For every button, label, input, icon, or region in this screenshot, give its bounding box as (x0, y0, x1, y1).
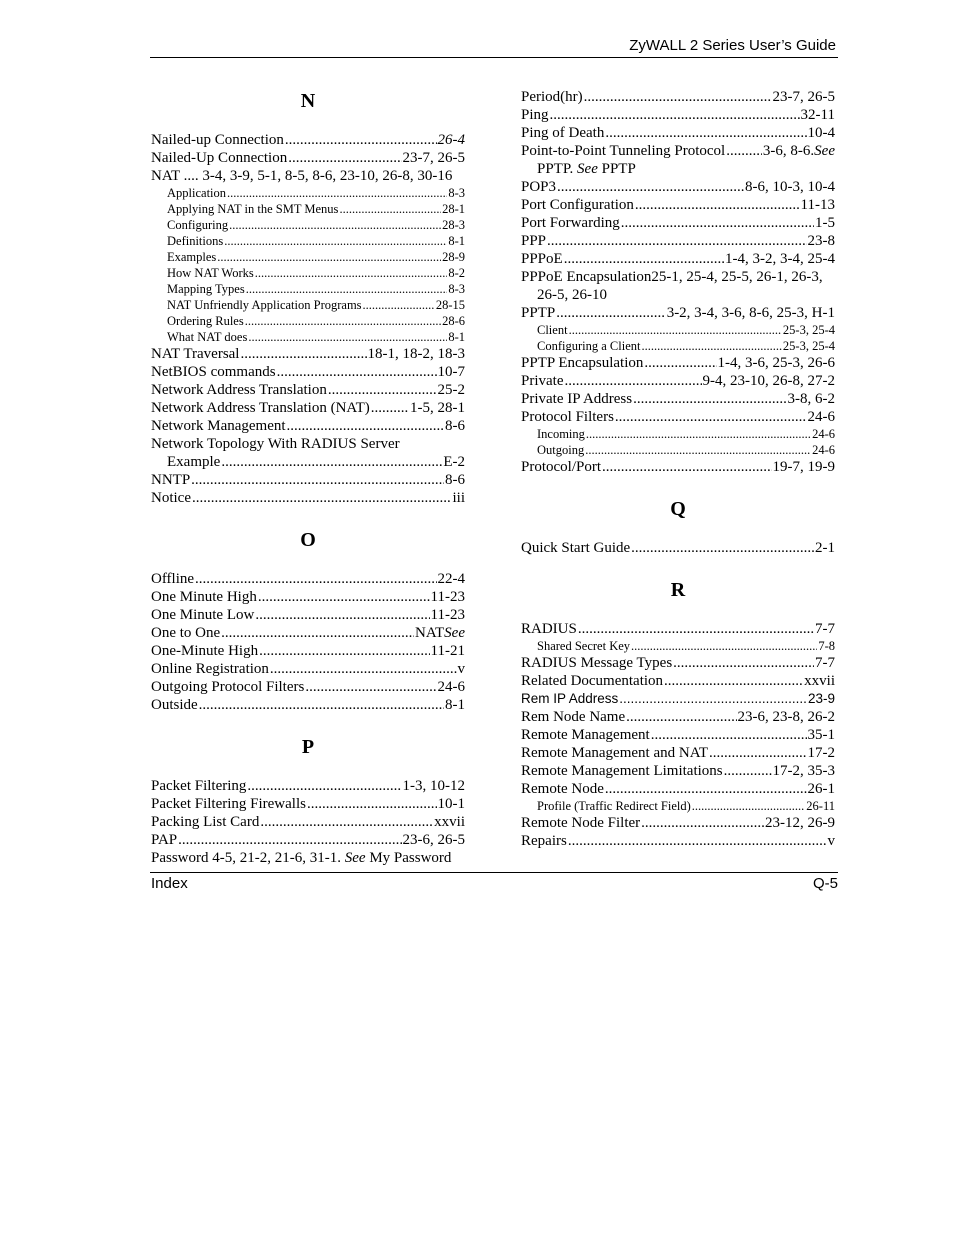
entry-pages: 8-1 (445, 697, 465, 713)
entry-pages: 28-15 (435, 298, 465, 312)
entry-pages: 3-6, 8-6. (762, 143, 815, 159)
entry-term: One-Minute High (151, 643, 259, 659)
entry-pages: 23-7, 26-5 (402, 150, 465, 166)
entry-term: Remote Node (521, 781, 604, 797)
entry-pages: 10-7 (437, 364, 465, 380)
dot-leader (287, 417, 444, 435)
dot-leader (724, 762, 772, 780)
entry-pages: 25-3, 25-4 (782, 339, 835, 353)
entry-pages: 25-3, 25-4 (782, 323, 835, 337)
entry-term: Incoming (537, 427, 585, 441)
entry-pages: 24-6 (807, 409, 835, 425)
entry-pages: 8-3 (448, 282, 465, 296)
dot-leader (664, 672, 803, 690)
index-entry (521, 762, 835, 780)
index-subentry (151, 233, 465, 249)
dot-leader (224, 233, 447, 249)
entry-term: Examples (167, 250, 217, 264)
index-subentry (521, 338, 835, 354)
dot-leader (556, 304, 665, 322)
index-entry (151, 435, 465, 453)
index-entry (151, 849, 465, 867)
entry-term: Nailed-Up Connection (151, 150, 288, 166)
index-subentry (521, 638, 835, 654)
entry-term: Shared Secret Key (537, 639, 631, 653)
entry-term: How NAT Works (167, 266, 254, 280)
entry-pages: 23-6, 26-5 (402, 832, 465, 848)
entry-pages: 11-13 (800, 197, 835, 213)
entry-pages: 25-2 (437, 382, 465, 398)
entry-term: POP3 (521, 179, 557, 195)
index-entry (521, 780, 835, 798)
entry-term: Protocol Filters (521, 409, 614, 425)
index-subentry (151, 185, 465, 201)
entry-term: NAT .... 3-4, 3-9, 5-1, 8-5, 8-6, 23-10, 26-8, 30-16 (151, 168, 453, 184)
entry-term: One Minute Low (151, 607, 255, 623)
index-entry (151, 624, 465, 642)
entry-term: Private IP Address (521, 391, 633, 407)
dot-leader (192, 489, 452, 507)
entry-term: RADIUS (521, 621, 577, 637)
dot-leader (255, 265, 448, 281)
dot-leader (641, 814, 764, 832)
entry-pages: 8-2 (448, 266, 465, 280)
index-entry (521, 408, 835, 426)
entry-term: Client (537, 323, 568, 337)
entry-pages: 26-11 (806, 799, 835, 813)
dot-leader (644, 354, 716, 372)
entry-term: PPTP Encapsulation (521, 355, 644, 371)
entry-pages: 3-8, 6-2 (787, 391, 835, 407)
entry-pages: 8-6, 10-3, 10-4 (745, 179, 835, 195)
entry-pages: 3-2, 3-4, 3-6, 8-6, 25-3, H-1 (666, 305, 835, 321)
dot-leader (621, 214, 814, 232)
entry-term: Remote Management (521, 727, 650, 743)
entry-pages: 11-23 (430, 607, 465, 623)
index-entry (521, 214, 835, 232)
index-subentry (521, 798, 835, 814)
dot-leader (578, 620, 814, 638)
index-entry (151, 588, 465, 606)
dot-leader (191, 471, 444, 489)
index-entry (151, 813, 465, 831)
entry-term: RADIUS Message Types (521, 655, 673, 671)
entry-term: PPPoE Encapsulation25-1, 25-4, 25-5, 26-1, 26-3, (521, 269, 823, 285)
dot-leader (584, 88, 772, 106)
index-entry (151, 149, 465, 167)
entry-pages: 35-1 (807, 727, 835, 743)
section-letter: P (301, 736, 315, 758)
entry-pages: 23-7, 26-5 (772, 89, 835, 105)
dot-leader (248, 329, 447, 345)
index-entry (151, 570, 465, 588)
entry-term: Offline (151, 571, 195, 587)
dot-leader (363, 297, 435, 313)
section-letter: R (670, 579, 686, 601)
index-entry (151, 381, 465, 399)
index-entry (151, 471, 465, 489)
index-subentry (151, 217, 465, 233)
dot-leader (247, 777, 401, 795)
entry-term: Configuring a Client (537, 339, 641, 353)
entry-term: Rem Node Name (521, 709, 626, 725)
entry-pages: 7-7 (815, 655, 835, 671)
dot-leader (673, 654, 814, 672)
index-entry (151, 831, 465, 849)
dot-leader (565, 372, 702, 390)
entry-term: Mapping Types (167, 282, 245, 296)
entry-pages: NAT (415, 625, 445, 641)
dot-leader (602, 458, 771, 476)
entry-term: Port Configuration (521, 197, 634, 213)
dot-leader (246, 281, 448, 297)
dot-leader (626, 708, 736, 726)
index-entry (151, 777, 465, 795)
entry-term: PPTP (521, 305, 556, 321)
dot-leader (221, 453, 442, 471)
entry-pages: xxvii (804, 673, 835, 689)
index-entry (151, 453, 465, 471)
index-entry (521, 232, 835, 250)
index-subentry (151, 297, 465, 313)
dot-leader (547, 232, 806, 250)
entry-term: Network Address Translation (151, 382, 327, 398)
entry-term: Point-to-Point Tunneling Protocol (521, 143, 726, 159)
entry-pages: iii (452, 490, 465, 506)
entry-term: Network Management (151, 418, 286, 434)
entry-term: Port Forwarding (521, 215, 620, 231)
index-column-left (151, 88, 465, 887)
dot-leader (240, 345, 366, 363)
entry-pages: 1-5, 28-1 (410, 400, 465, 416)
index-entry (521, 620, 835, 638)
dot-leader (615, 408, 807, 426)
dot-leader (585, 442, 811, 458)
entry-pages: 7-8 (818, 639, 835, 653)
entry-term: NNTP (151, 472, 191, 488)
see-target: My Password (369, 850, 452, 866)
entry-term: Repairs (521, 833, 567, 849)
dot-leader (564, 250, 724, 268)
index-subentry (151, 281, 465, 297)
entry-term: NAT Unfriendly Application Programs (167, 298, 362, 312)
index-column-right (521, 88, 835, 870)
dot-leader (259, 642, 429, 660)
dot-leader (217, 249, 441, 265)
entry-term: Application (167, 186, 227, 200)
dot-leader (605, 780, 807, 798)
entry-pages: 9-4, 23-10, 26-8, 27-2 (702, 373, 835, 389)
dot-leader (641, 338, 781, 354)
index-subentry (521, 442, 835, 458)
entry-pages: E-2 (443, 454, 465, 470)
entry-pages: 10-1 (437, 796, 465, 812)
entry-pages: 28-3 (442, 218, 465, 232)
entry-term: Packet Filtering (151, 778, 247, 794)
entry-term: Packet Filtering Firewalls (151, 796, 306, 812)
entry-term: Private (521, 373, 564, 389)
footer-rule (150, 872, 838, 873)
entry-term: Quick Start Guide (521, 540, 631, 556)
index-subentry (151, 249, 465, 265)
dot-leader (305, 678, 436, 696)
index-entry (151, 417, 465, 435)
dot-leader (631, 539, 814, 557)
dot-leader (195, 570, 436, 588)
index-entry (521, 814, 835, 832)
dot-leader (277, 363, 437, 381)
index-entry (151, 642, 465, 660)
dot-leader (635, 196, 800, 214)
entry-term: Definitions (167, 234, 224, 248)
dot-leader (258, 588, 430, 606)
index-subentry (151, 329, 465, 345)
entry-pages: 1-4, 3-6, 25-3, 26-6 (717, 355, 835, 371)
entry-term: Period(hr) (521, 89, 583, 105)
see-target: PPTP (601, 161, 636, 177)
entry-term: Outside (151, 697, 198, 713)
entry-term: 26-5, 26-10 (537, 287, 607, 303)
index-entry (151, 131, 465, 149)
index-entry (521, 268, 835, 286)
entry-term: PPP (521, 233, 547, 249)
entry-term: Packing List Card (151, 814, 260, 830)
entry-pages: 1-5 (815, 215, 835, 231)
index-entry (521, 354, 835, 372)
index-entry (521, 372, 835, 390)
entry-pages: 18-1, 18-2, 18-3 (367, 346, 465, 362)
dot-leader (270, 660, 457, 678)
dot-leader (339, 201, 441, 217)
index-entry (521, 726, 835, 744)
entry-pages: v (827, 833, 835, 849)
entry-term: Network Address Translation (NAT) (151, 400, 370, 416)
index-entry (151, 795, 465, 813)
entry-term: Remote Management and NAT (521, 745, 709, 761)
entry-pages: 2-1 (815, 540, 835, 556)
header-rule (150, 57, 838, 58)
footer-page-number: Q-5 (812, 875, 838, 892)
entry-term: Rem IP Address (521, 691, 619, 706)
index-entry (521, 160, 835, 178)
dot-leader (245, 313, 441, 329)
see-reference: See (444, 625, 465, 641)
index-entry (521, 286, 835, 304)
entry-pages: 28-6 (442, 314, 465, 328)
dot-leader (569, 322, 782, 338)
dot-leader (371, 399, 409, 417)
index-entry (521, 304, 835, 322)
entry-term: Ordering Rules (167, 314, 244, 328)
entry-term: Related Documentation (521, 673, 664, 689)
entry-term: Applying NAT in the SMT Menus (167, 202, 339, 216)
dot-leader (285, 131, 437, 149)
entry-term: Ping (521, 107, 549, 123)
dot-leader (178, 831, 401, 849)
dot-leader (586, 426, 811, 442)
index-entry (521, 672, 835, 690)
index-entry (521, 178, 835, 196)
dot-leader (568, 832, 827, 850)
entry-term: PPTP. (537, 161, 574, 177)
index-entry (521, 106, 835, 124)
entry-term: Online Registration (151, 661, 269, 677)
dot-leader (255, 606, 429, 624)
entry-pages: 24-6 (812, 443, 835, 457)
entry-pages: 17-2 (807, 745, 835, 761)
entry-term: PPPoE (521, 251, 563, 267)
entry-pages: 23-12, 26-9 (765, 815, 835, 831)
index-subentry (151, 265, 465, 281)
dot-leader (692, 798, 806, 814)
index-entry (151, 606, 465, 624)
index-entry (521, 744, 835, 762)
entry-pages: 8-6 (445, 418, 465, 434)
dot-leader (229, 217, 441, 233)
dot-leader (550, 106, 800, 124)
entry-pages: 8-1 (448, 234, 465, 248)
entry-pages: 32-11 (800, 107, 835, 123)
entry-pages: 17-2, 35-3 (772, 763, 835, 779)
entry-pages: 28-1 (442, 202, 465, 216)
index-entry (521, 832, 835, 850)
entry-pages: 10-4 (807, 125, 835, 141)
index-entry (151, 345, 465, 363)
index-entry (151, 167, 465, 185)
entry-pages: 22-4 (437, 571, 465, 587)
section-letter: N (300, 90, 316, 112)
see-reference: See (814, 143, 835, 159)
dot-leader (709, 744, 806, 762)
dot-leader (307, 795, 437, 813)
entry-pages: 23-6, 23-8, 26-2 (737, 709, 835, 725)
entry-term: Network Topology With RADIUS Server (151, 436, 400, 452)
entry-term: Remote Node Filter (521, 815, 641, 831)
entry-term: Password 4-5, 21-2, 21-6, 31-1. (151, 850, 341, 866)
index-entry (521, 124, 835, 142)
index-entry (521, 390, 835, 408)
entry-term: PAP (151, 832, 178, 848)
index-entry (151, 660, 465, 678)
index-section (521, 496, 835, 557)
index-subentry (521, 426, 835, 442)
see-reference: See (344, 850, 366, 866)
entry-pages: 24-6 (437, 679, 465, 695)
section-letter: Q (670, 498, 686, 520)
dot-leader (288, 149, 401, 167)
index-entry (151, 363, 465, 381)
dot-leader (260, 813, 433, 831)
entry-term: Notice (151, 490, 191, 506)
entry-term: Nailed-up Connection (151, 132, 284, 148)
entry-pages: 28-9 (442, 250, 465, 264)
index-section (521, 577, 835, 850)
entry-term: Outgoing Protocol Filters (151, 679, 305, 695)
dot-leader (557, 178, 744, 196)
index-entry (521, 690, 835, 708)
index-section (521, 88, 835, 476)
entry-term: NetBIOS commands (151, 364, 276, 380)
entry-term: One to One (151, 625, 221, 641)
dot-leader (221, 624, 414, 642)
entry-pages: 24-6 (812, 427, 835, 441)
index-section (151, 734, 465, 867)
dot-leader (631, 638, 817, 654)
index-entry (521, 458, 835, 476)
entry-pages: 1-3, 10-12 (402, 778, 465, 794)
dot-leader (619, 690, 807, 707)
entry-pages: 11-21 (430, 643, 465, 659)
dot-leader (227, 185, 447, 201)
index-entry (521, 88, 835, 106)
entry-term: Remote Management Limitations (521, 763, 723, 779)
entry-pages: 7-7 (815, 621, 835, 637)
index-entry (521, 708, 835, 726)
entry-term: NAT Traversal (151, 346, 240, 362)
entry-term: Ping of Death (521, 125, 605, 141)
entry-pages: 11-23 (430, 589, 465, 605)
index-entry (151, 399, 465, 417)
footer-section-label: Index (151, 875, 188, 892)
entry-term: Example (167, 454, 221, 470)
see-reference: See (577, 161, 598, 177)
index-entry (521, 539, 835, 557)
entry-term: Profile (Traffic Redirect Field) (537, 799, 691, 813)
entry-term: Configuring (167, 218, 229, 232)
index-entry (151, 696, 465, 714)
entry-term: Outgoing (537, 443, 585, 457)
index-entry (521, 196, 835, 214)
entry-pages: 8-6 (445, 472, 465, 488)
entry-pages: 19-7, 19-9 (772, 459, 835, 475)
index-subentry (521, 322, 835, 338)
dot-leader (651, 726, 807, 744)
section-letter: O (300, 529, 316, 551)
index-entry (151, 489, 465, 507)
index-section (151, 88, 465, 507)
entry-pages: xxvii (434, 814, 465, 830)
entry-pages: 26-4 (437, 132, 465, 148)
index-entry (151, 678, 465, 696)
entry-pages: 1-4, 3-2, 3-4, 25-4 (725, 251, 835, 267)
dot-leader (633, 390, 786, 408)
entry-pages: 23-9 (807, 691, 835, 706)
index-entry (521, 142, 835, 160)
index-entry (521, 654, 835, 672)
dot-leader (328, 381, 437, 399)
entry-pages: 8-1 (448, 330, 465, 344)
entry-term: What NAT does (167, 330, 248, 344)
dot-leader (726, 142, 762, 160)
entry-term: One Minute High (151, 589, 257, 605)
index-section (151, 527, 465, 714)
dot-leader (605, 124, 806, 142)
index-subentry (151, 201, 465, 217)
index-entry (521, 250, 835, 268)
dot-leader (199, 696, 444, 714)
index-subentry (151, 313, 465, 329)
entry-pages: 8-3 (448, 186, 465, 200)
entry-pages: v (457, 661, 465, 677)
entry-term: Protocol/Port (521, 459, 602, 475)
running-header: ZyWALL 2 Series User’s Guide (629, 37, 836, 54)
entry-pages: 23-8 (807, 233, 835, 249)
entry-pages: 26-1 (807, 781, 835, 797)
